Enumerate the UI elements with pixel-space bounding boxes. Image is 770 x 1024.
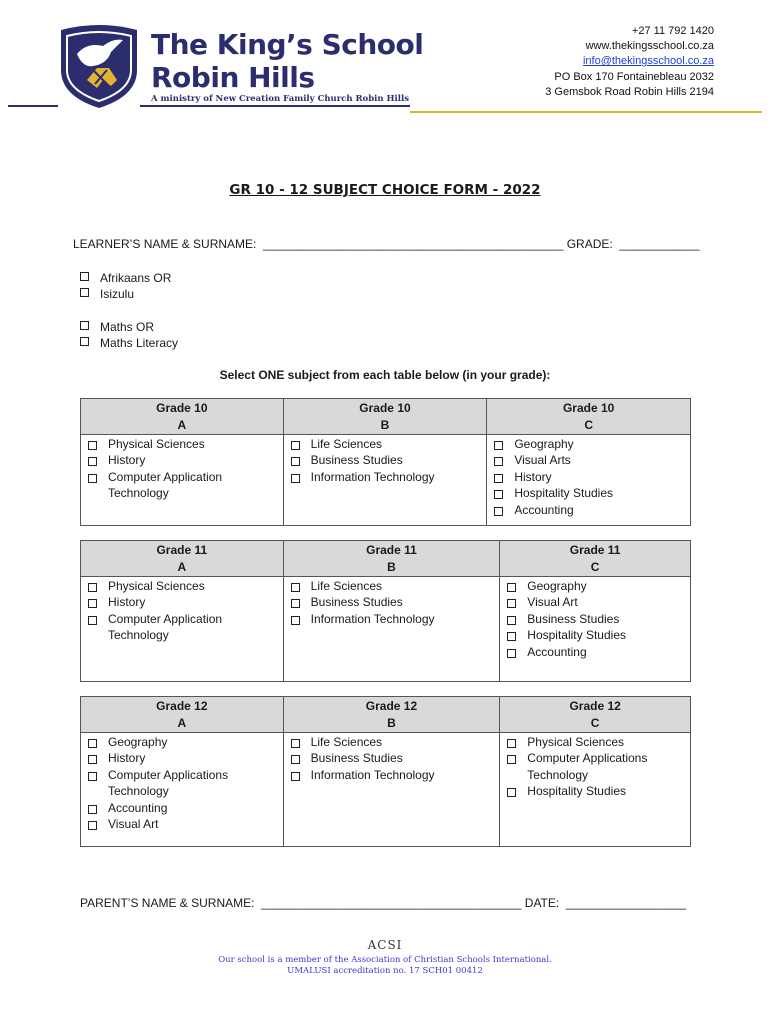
subject-label: Business Studies <box>310 595 403 610</box>
column-grade: Grade 10 <box>156 401 208 415</box>
subject-label: Information Technology <box>310 469 435 484</box>
parent-row <box>80 896 686 910</box>
subject-cell <box>81 577 284 682</box>
column-header <box>283 697 500 733</box>
subject-label: Geography <box>527 579 587 593</box>
checkbox[interactable] <box>507 739 516 748</box>
member-line: Our school is a member of the Association of Christian Schools International. <box>218 955 552 965</box>
learner-row <box>73 237 700 251</box>
subject-label: Visual Art <box>527 595 578 610</box>
parent-name-blank[interactable]: _______________________________________ <box>257 896 522 910</box>
subject-label: Visual Art <box>108 817 159 832</box>
column-header <box>283 399 487 435</box>
subject-label: History <box>108 751 146 766</box>
subject-cell <box>81 733 284 847</box>
subject-option[interactable] <box>291 611 494 627</box>
contact-po-box: PO Box 170 Fontainebleau 2032 <box>554 70 714 83</box>
subject-option[interactable] <box>291 578 494 594</box>
subject-option[interactable] <box>291 436 481 452</box>
contact-website[interactable]: www.thekingsschool.co.za <box>585 40 714 53</box>
checkbox[interactable] <box>88 821 97 830</box>
checkbox[interactable] <box>291 457 300 466</box>
school-crest-icon <box>57 24 141 110</box>
school-name-line1: The King’s School <box>151 28 424 61</box>
checkbox[interactable] <box>291 583 300 592</box>
column-header <box>81 697 284 733</box>
subject-label: Physical Sciences <box>108 437 205 451</box>
checkbox[interactable] <box>80 288 89 297</box>
subject-label: Physical Sciences <box>527 735 624 749</box>
subject-option[interactable] <box>88 611 277 644</box>
checkbox[interactable] <box>291 739 300 748</box>
checkbox[interactable] <box>291 772 300 781</box>
date-label: DATE: <box>524 896 560 910</box>
subject-option[interactable] <box>494 436 684 452</box>
header-rule-gold <box>410 111 762 113</box>
subject-option[interactable] <box>291 594 494 610</box>
grade-11-table <box>80 540 691 682</box>
column-header <box>500 541 691 577</box>
checkbox[interactable] <box>494 457 503 466</box>
subject-option[interactable] <box>88 816 277 832</box>
contact-address: 3 Gemsbok Road Robin Hills 2194 <box>545 85 714 98</box>
subject-label: Physical Sciences <box>108 579 205 593</box>
subject-label: Information Technology <box>310 611 435 626</box>
subject-label: Computer Application Technology <box>108 469 223 501</box>
checkbox[interactable] <box>291 599 300 608</box>
checkbox[interactable] <box>88 457 97 466</box>
column-header <box>487 399 691 435</box>
checkbox[interactable] <box>507 788 516 797</box>
column-letter: C <box>590 715 600 730</box>
checkbox[interactable] <box>291 441 300 450</box>
column-header <box>81 541 284 577</box>
checkbox[interactable] <box>494 474 503 483</box>
subject-label: Business Studies <box>310 751 403 766</box>
subject-option[interactable] <box>88 800 277 816</box>
checkbox[interactable] <box>88 474 97 483</box>
subject-cell <box>500 577 691 682</box>
subject-label: Life Sciences <box>310 437 383 451</box>
grade-10-table <box>80 398 691 526</box>
option-label: Maths Literacy <box>100 336 179 350</box>
subject-cell <box>81 435 284 526</box>
column-grade: Grade 12 <box>156 699 208 713</box>
checkbox[interactable] <box>507 755 516 764</box>
contact-email-link[interactable]: info@thekingsschool.co.za <box>582 55 714 68</box>
grade-12-table <box>80 696 691 847</box>
subject-label: Business Studies <box>527 611 620 626</box>
column-letter: C <box>584 417 593 432</box>
checkbox[interactable] <box>494 490 503 499</box>
checkbox[interactable] <box>80 321 89 330</box>
contact-phone: +27 11 792 1420 <box>631 25 714 37</box>
subject-option[interactable] <box>291 734 494 750</box>
subject-option[interactable] <box>88 469 277 502</box>
subject-label: Hospitality Studies <box>527 784 626 799</box>
column-letter: A <box>177 715 187 730</box>
column-letter: A <box>177 559 187 574</box>
grade-blank[interactable]: ____________ <box>616 237 700 251</box>
subject-label: Accounting <box>108 800 168 815</box>
option-label: Maths OR <box>100 320 155 334</box>
column-header <box>500 697 691 733</box>
checkbox[interactable] <box>494 441 503 450</box>
checkbox[interactable] <box>88 616 97 625</box>
subject-option[interactable] <box>507 578 684 594</box>
subject-option[interactable] <box>88 594 277 610</box>
subject-label: Life Sciences <box>310 735 383 749</box>
subject-option[interactable] <box>507 594 684 610</box>
column-grade: Grade 10 <box>359 401 411 415</box>
subject-label: Visual Arts <box>514 453 571 468</box>
subject-cell <box>283 733 500 847</box>
checkbox[interactable] <box>507 649 516 658</box>
subject-option[interactable] <box>88 452 277 468</box>
checkbox[interactable] <box>88 441 97 450</box>
header-rule-left <box>8 105 58 107</box>
subject-option[interactable] <box>507 750 684 783</box>
column-grade: Grade 11 <box>366 543 417 557</box>
subject-label: Computer Applications Technology <box>108 767 229 799</box>
option-maths-literacy[interactable] <box>80 335 178 351</box>
subject-label: History <box>514 469 552 484</box>
subject-cell <box>487 435 691 526</box>
subject-option[interactable] <box>494 469 684 485</box>
column-grade: Grade 12 <box>569 699 621 713</box>
column-grade: Grade 12 <box>365 699 418 713</box>
subject-label: Life Sciences <box>310 579 383 593</box>
checkbox[interactable] <box>88 739 97 748</box>
checkbox[interactable] <box>88 755 97 764</box>
subject-option[interactable] <box>507 734 684 750</box>
checkbox[interactable] <box>494 507 503 516</box>
subject-label: Hospitality Studies <box>527 628 626 643</box>
column-grade: Grade 10 <box>562 401 615 415</box>
subject-label: Hospitality Studies <box>514 486 614 501</box>
grade-label: GRADE: <box>566 237 613 251</box>
column-letter: B <box>387 715 396 730</box>
umalusi-line: UMALUSI accreditation no. 17 SCH01 00412 <box>287 966 483 976</box>
subject-cell <box>500 733 691 847</box>
acsi-logo <box>0 938 770 952</box>
subject-option[interactable] <box>291 750 494 766</box>
column-letter: A <box>177 417 187 432</box>
subject-option[interactable] <box>507 627 684 643</box>
subject-label: Accounting <box>514 502 574 517</box>
column-grade: Grade 11 <box>569 543 621 557</box>
school-name <box>151 28 423 94</box>
checkbox[interactable] <box>88 599 97 608</box>
learner-name-label: LEARNER’S NAME & SURNAME: <box>73 237 257 251</box>
form-title: GR 10 - 12 SUBJECT CHOICE FORM - 2022 <box>229 182 541 198</box>
header-rule-mid <box>140 105 410 107</box>
subject-label: History <box>108 453 146 468</box>
subject-option[interactable] <box>88 578 277 594</box>
subject-option[interactable] <box>494 485 684 501</box>
checkbox[interactable] <box>507 632 516 641</box>
subject-option[interactable] <box>88 734 277 750</box>
subject-option[interactable] <box>88 767 277 800</box>
subject-option[interactable] <box>88 436 277 452</box>
column-letter: B <box>380 417 390 432</box>
subject-option[interactable] <box>507 644 684 660</box>
acsi-text: ACSI <box>367 938 403 952</box>
subject-option[interactable] <box>507 611 684 627</box>
subject-label: Computer Applications Technology <box>527 751 648 782</box>
footer-text <box>0 955 770 977</box>
subject-label: Geography <box>514 437 574 451</box>
instruction-text: Select ONE subject from each table below (in your grade): <box>219 368 551 382</box>
subject-label: History <box>108 595 146 610</box>
subject-option[interactable] <box>291 452 481 468</box>
subject-option[interactable] <box>494 452 684 468</box>
learner-name-blank[interactable]: _____________________________________________ <box>259 237 564 251</box>
checkbox[interactable] <box>507 599 516 608</box>
checkbox[interactable] <box>88 583 97 592</box>
option-maths[interactable] <box>80 319 154 335</box>
subject-label: Business Studies <box>310 453 403 468</box>
option-label: Isizulu <box>100 287 135 301</box>
checkbox[interactable] <box>291 755 300 764</box>
column-header <box>81 399 284 435</box>
letterhead <box>0 0 770 120</box>
checkbox[interactable] <box>88 772 97 781</box>
parent-name-label: PARENT’S NAME & SURNAME: <box>80 896 255 910</box>
subject-label: Geography <box>108 735 168 749</box>
subject-cell <box>283 435 487 526</box>
option-afrikaans[interactable] <box>80 270 171 286</box>
subject-cell <box>283 577 500 682</box>
school-name-line2: Robin Hills <box>151 61 315 94</box>
tagline: A ministry of New Creation Family Church Robin Hills <box>151 94 410 104</box>
checkbox[interactable] <box>291 474 300 483</box>
subject-label: Information Technology <box>310 767 435 782</box>
subject-option[interactable] <box>507 783 684 799</box>
subject-option[interactable] <box>494 502 684 518</box>
subject-option[interactable] <box>88 750 277 766</box>
column-letter: B <box>387 559 396 574</box>
option-isizulu[interactable] <box>80 286 134 302</box>
checkbox[interactable] <box>507 583 516 592</box>
date-blank[interactable]: __________________ <box>562 896 687 910</box>
checkbox[interactable] <box>80 337 89 346</box>
subject-label: Accounting <box>527 644 587 659</box>
checkbox[interactable] <box>80 272 89 281</box>
subject-option[interactable] <box>291 469 481 485</box>
subject-label: Computer Application Technology <box>108 611 223 643</box>
column-grade: Grade 11 <box>156 543 208 557</box>
checkbox[interactable] <box>507 616 516 625</box>
checkbox[interactable] <box>291 616 300 625</box>
contact-block <box>545 24 714 100</box>
column-letter: C <box>590 559 600 574</box>
column-header <box>283 541 500 577</box>
subject-option[interactable] <box>291 767 494 783</box>
checkbox[interactable] <box>88 805 97 814</box>
option-label: Afrikaans OR <box>100 271 172 285</box>
